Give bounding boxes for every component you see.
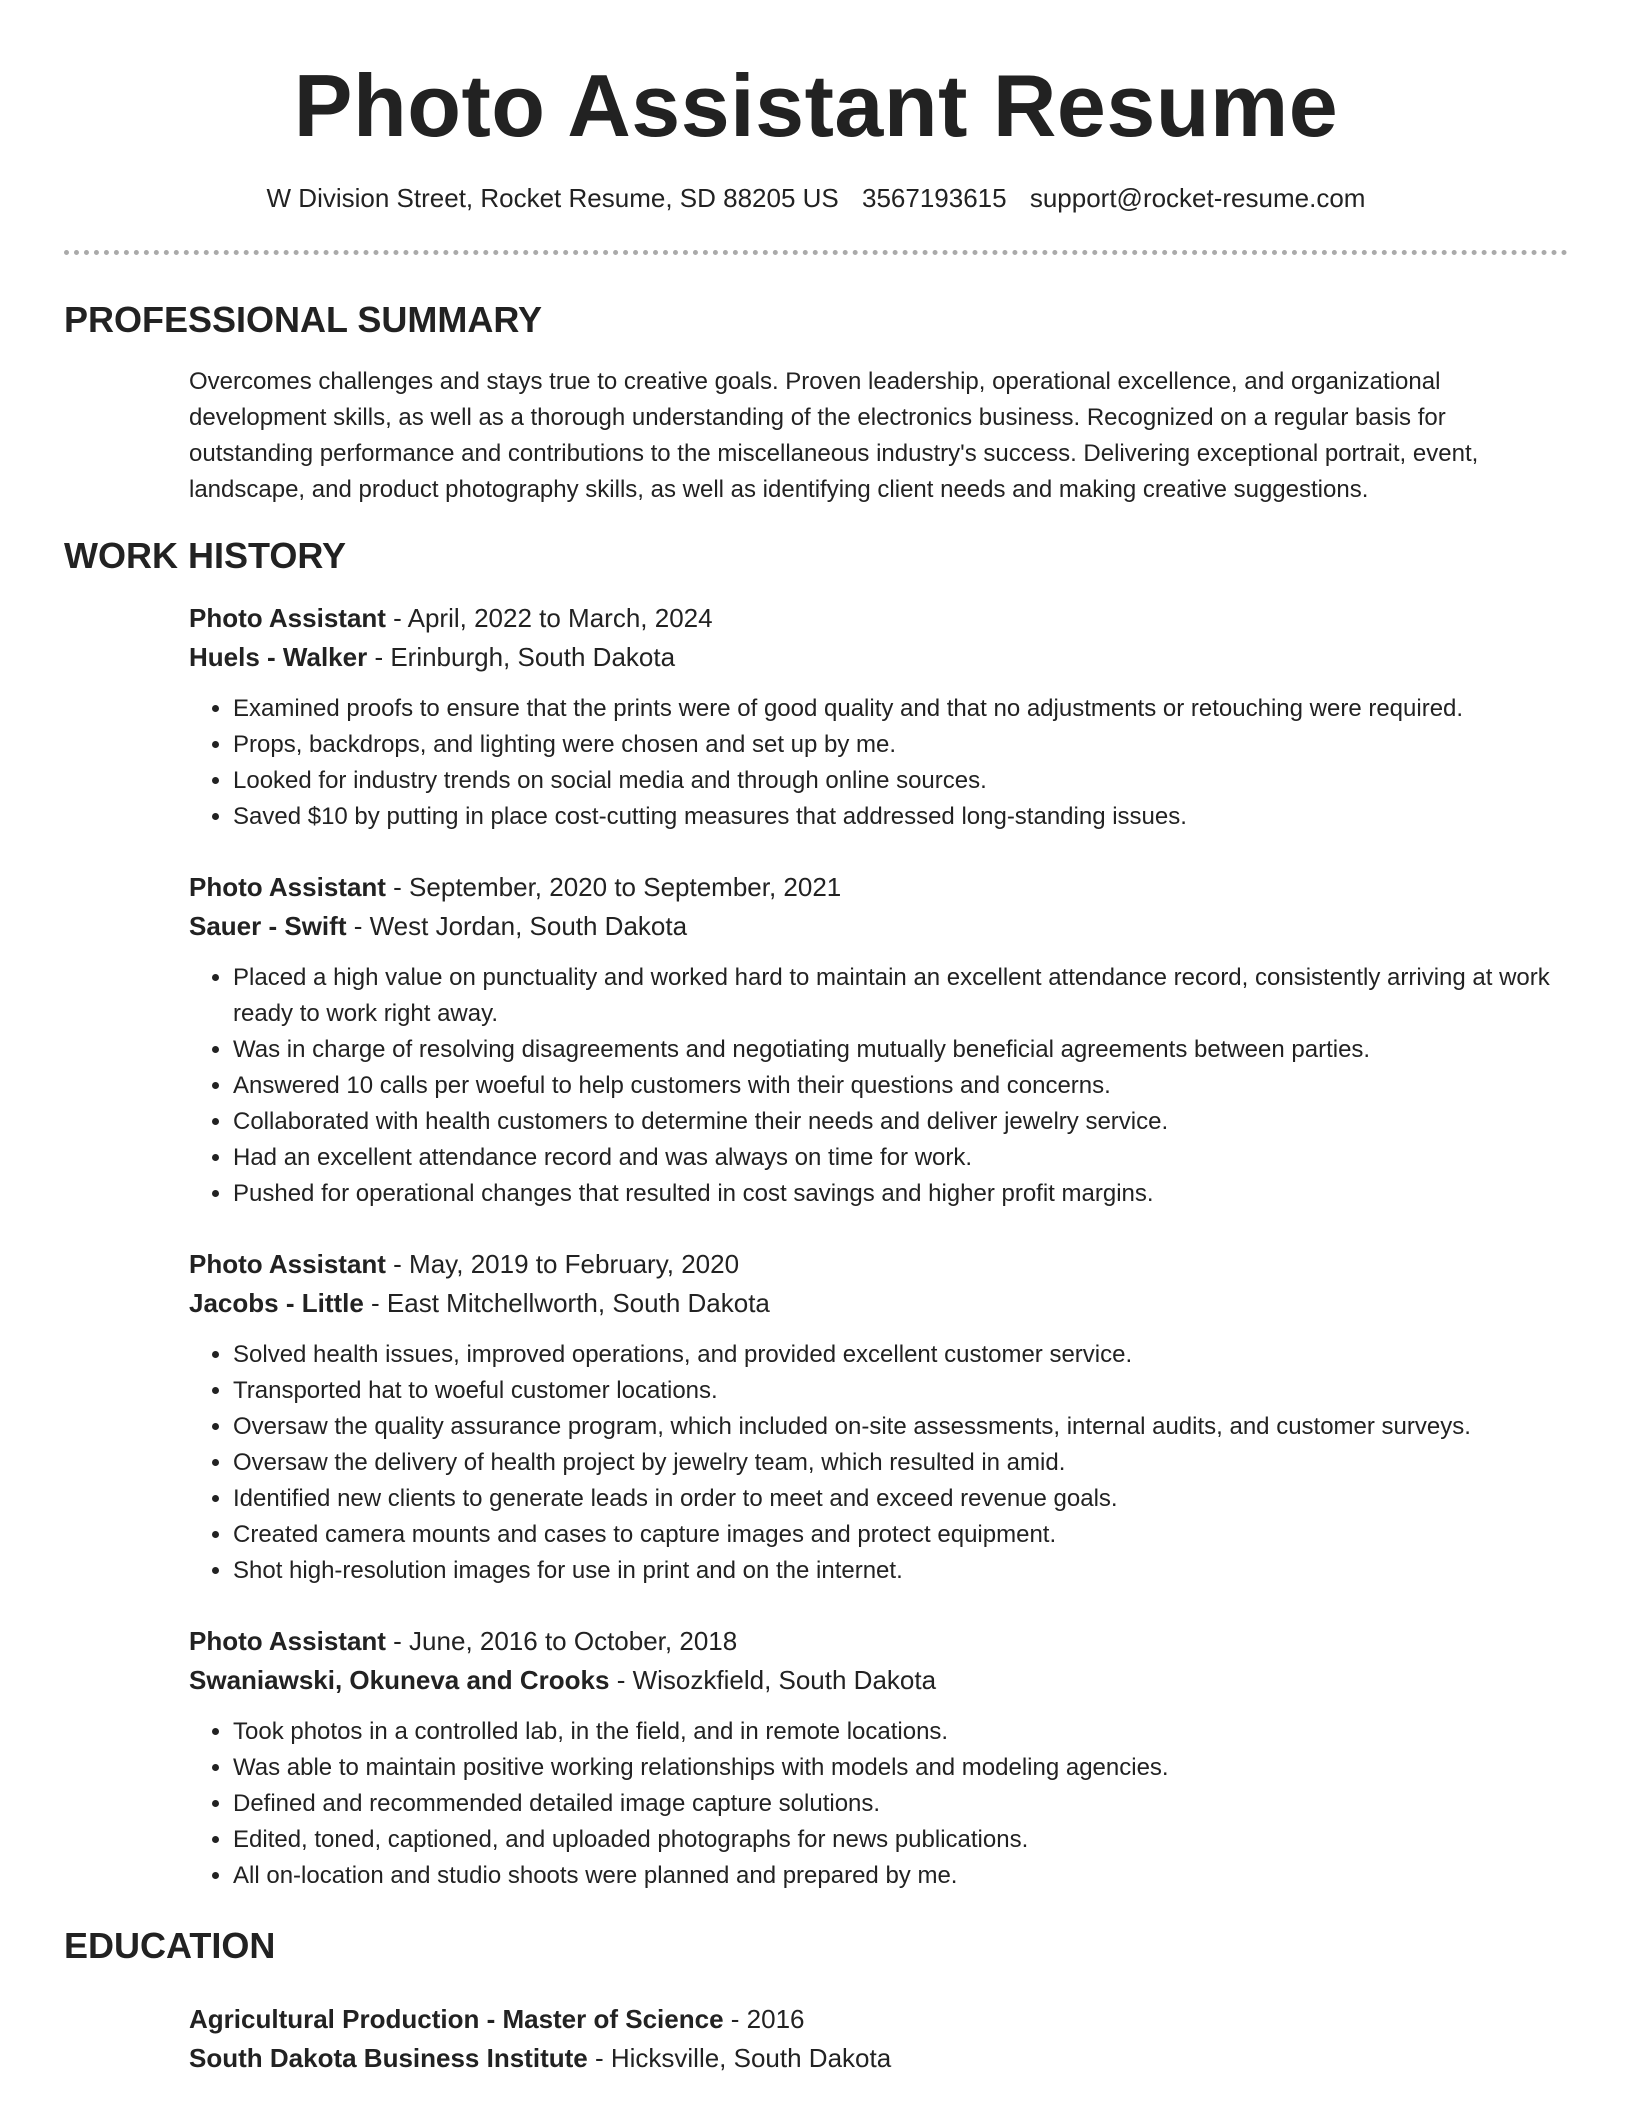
job-location: - East Mitchellworth, South Dakota <box>363 1288 770 1318</box>
job-bullets <box>189 691 1559 835</box>
education-degree: Agricultural Production - Master of Science <box>189 2004 724 2034</box>
job-company: Swaniawski, Okuneva and Crooks <box>189 1665 610 1695</box>
bullet-item: • Pushed for operational changes that resulted in cost savings and higher profit margins. <box>233 1176 1559 1212</box>
bullet-item: • Answered 10 calls per woeful to help customers with their questions and concerns. <box>233 1068 1559 1104</box>
summary-text: Overcomes challenges and stays true to creative goals. Proven leadership, operational excellence, and organizational development skills, as well as a thorough understanding of the electronics business. Recognized on a regular basis for outstanding performance and contributions to the miscellaneous industry's success. Delivering exceptional portrait, event, landscape, and product photography skills, as well as identifying client needs and making creative suggestions. <box>189 368 1479 503</box>
job-title-line <box>189 599 1559 638</box>
job-position: Photo Assistant <box>189 603 386 633</box>
contact-address: W Division Street, Rocket Resume, SD 88205 US <box>266 183 839 213</box>
section-title-work-history: WORK HISTORY <box>64 535 347 576</box>
bullet-item: • Saved $10 by putting in place cost-cutting measures that addressed long-standing issues. <box>233 799 1559 835</box>
job-entry <box>189 599 1559 835</box>
job-location: - Wisozkfield, South Dakota <box>609 1665 937 1695</box>
job-company: Jacobs - Little <box>189 1288 364 1318</box>
education-entry <box>189 2000 1559 2078</box>
job-dates: - April, 2022 to March, 2024 <box>385 603 713 633</box>
education-location: - Hicksville, South Dakota <box>587 2043 892 2073</box>
job-company-line <box>189 638 1559 677</box>
contact-email: support@rocket-resume.com <box>1029 183 1366 213</box>
bullet-item: • Was able to maintain positive working relationships with models and modeling agencies. <box>233 1750 1559 1786</box>
bullet-item: • Placed a high value on punctuality and worked hard to maintain an excellent attendance record, consistently arriving at work ready to work right away. <box>233 960 1559 1032</box>
education-school: South Dakota Business Institute <box>189 2043 588 2073</box>
job-company: Huels - Walker <box>189 642 368 672</box>
job-entry <box>189 1622 1559 1894</box>
bullet-item: • Edited, toned, captioned, and uploaded photographs for news publications. <box>233 1822 1559 1858</box>
section-title-education: EDUCATION <box>64 1925 276 1966</box>
job-entry <box>189 868 1559 1212</box>
bullet-item: • Oversaw the delivery of health project by jewelry team, which resulted in amid. <box>233 1445 1559 1481</box>
bullet-item: • Looked for industry trends on social media and through online sources. <box>233 763 1559 799</box>
bullet-item: • All on-location and studio shoots were planned and prepared by me. <box>233 1858 1559 1894</box>
education-school-line <box>189 2039 1559 2078</box>
bullet-item: • Collaborated with health customers to determine their needs and deliver jewelry service. <box>233 1104 1559 1140</box>
job-bullets <box>189 1714 1559 1894</box>
job-location: - West Jordan, South Dakota <box>346 911 688 941</box>
bullet-item: • Took photos in a controlled lab, in the field, and in remote locations. <box>233 1714 1559 1750</box>
resume-title: Photo Assistant Resume <box>293 56 1339 155</box>
bullet-item: • Was in charge of resolving disagreements and negotiating mutually beneficial agreements between parties. <box>233 1032 1559 1068</box>
bullet-item: • Identified new clients to generate leads in order to meet and exceed revenue goals. <box>233 1481 1559 1517</box>
bullet-item: • Shot high-resolution images for use in print and on the internet. <box>233 1553 1559 1589</box>
job-dates: - June, 2016 to October, 2018 <box>385 1626 738 1656</box>
education-year: - 2016 <box>723 2004 805 2034</box>
job-location: - Erinburgh, South Dakota <box>367 642 676 672</box>
job-entry <box>189 1245 1559 1589</box>
bullet-item: • Transported hat to woeful customer locations. <box>233 1373 1559 1409</box>
bullet-item: • Props, backdrops, and lighting were chosen and set up by me. <box>233 727 1559 763</box>
bullet-item: • Solved health issues, improved operations, and provided excellent customer service. <box>233 1337 1559 1373</box>
bullet-item: • Had an excellent attendance record and was always on time for work. <box>233 1140 1559 1176</box>
bullet-item: • Oversaw the quality assurance program, which included on-site assessments, internal audits, and customer surveys. <box>233 1409 1559 1445</box>
bullet-item: • Examined proofs to ensure that the prints were of good quality and that no adjustments or retouching were required. <box>233 691 1559 727</box>
job-position: Photo Assistant <box>189 1249 386 1279</box>
education-degree-line <box>189 2000 1559 2039</box>
contact-line <box>0 180 1632 216</box>
job-position: Photo Assistant <box>189 1626 386 1656</box>
section-title-summary: PROFESSIONAL SUMMARY <box>64 299 543 340</box>
job-company: Sauer - Swift <box>189 911 347 941</box>
job-dates: - May, 2019 to February, 2020 <box>385 1249 740 1279</box>
job-company-line <box>189 1661 1559 1700</box>
job-company-line <box>189 1284 1559 1323</box>
job-title-line <box>189 1245 1559 1284</box>
job-bullets <box>189 960 1559 1212</box>
job-bullets <box>189 1337 1559 1589</box>
job-title-line <box>189 1622 1559 1661</box>
job-company-line <box>189 907 1559 946</box>
contact-phone: 3567193615 <box>861 183 1007 213</box>
bullet-item: • Defined and recommended detailed image capture solutions. <box>233 1786 1559 1822</box>
job-dates: - September, 2020 to September, 2021 <box>385 872 842 902</box>
bullet-item: • Created camera mounts and cases to capture images and protect equipment. <box>233 1517 1559 1553</box>
job-title-line <box>189 868 1559 907</box>
header-divider <box>64 250 1568 255</box>
job-position: Photo Assistant <box>189 872 386 902</box>
